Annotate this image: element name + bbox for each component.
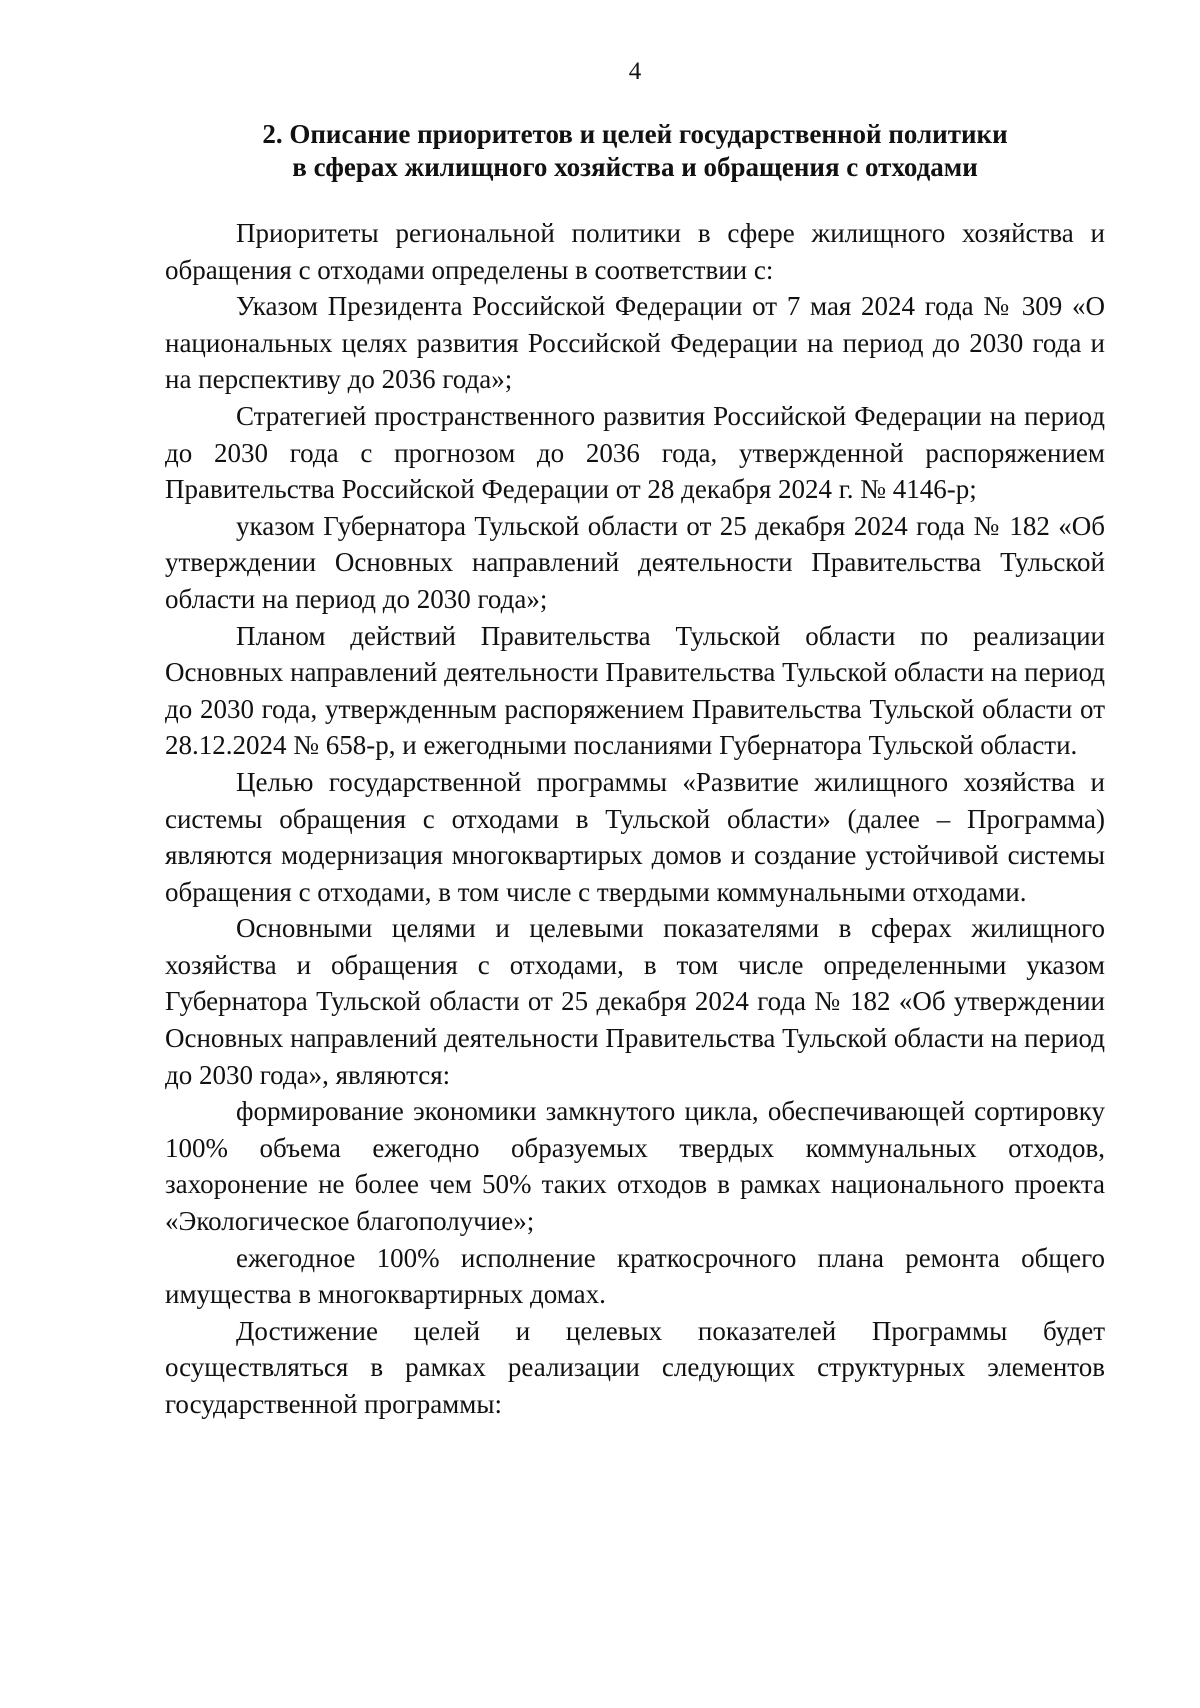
section-heading-line-2: в сферах жилищного хозяйства и обращения с отходами	[292, 152, 978, 182]
paragraph-circular-economy: формирование экономики замкнутого цикла, обеспечивающей сортировку 100% объема ежегодно образуемых твердых коммунальных отходов, захоронение не более чем 50% таких отходов в рамках национального проекта «Экологическое благополучие»;	[165, 1096, 1105, 1237]
paragraph-main-goals: Основными целями и целевыми показателями в сферах жилищного хозяйства и обращения с отходами, в том числе определенными указом Губернатора Тульской области от 25 декабря 2024 года № 182 «Об утверждении Основных направлений деятельности Правительства Тульской области на период до 2030 года», являются:	[165, 913, 1105, 1090]
document-body	[165, 215, 1105, 1423]
section-heading-line-1: 2. Описание приоритетов и целей государственной политики	[262, 119, 1008, 149]
section-heading	[165, 118, 1105, 184]
paragraph-action-plan: Планом действий Правительства Тульской области по реализации Основных направлений деятельности Правительства Тульской области на период до 2030 года, утвержденным распоряжением Правительства Тульской области от 28.12.2024 № 658-р, и ежегодными посланиями Губернатора Тульской области.	[165, 620, 1105, 761]
paragraph-program-goal: Целью государственной программы «Развитие жилищного хозяйства и системы обращения с отходами в Тульской области» (далее – Программа) являются модернизация многоквартирых домов и создание устойчивой системы обращения с отходами, в том числе с твердыми коммунальными отходами.	[165, 766, 1105, 907]
paragraph-structural-elements: Достижение целей и целевых показателей Программы будет осуществляться в рамках реализации следующих структурных элементов государственной программы:	[165, 1315, 1105, 1419]
page-number: 4	[628, 58, 642, 85]
paragraph-repair-plan: ежегодное 100% исполнение краткосрочного плана ремонта общего имущества в многоквартирных домах.	[165, 1242, 1105, 1310]
paragraph-presidential-decree: Указом Президента Российской Федерации от 7 мая 2024 года № 309 «О национальных целях развития Российской Федерации на период до 2030 года и на перспективу до 2036 года»;	[165, 291, 1105, 395]
paragraph-governor-decree: указом Губернатора Тульской области от 25 декабря 2024 года № 182 «Об утверждении Основных направлений деятельности Правительства Тульской области на период до 2030 года»;	[165, 510, 1105, 614]
paragraph-priorities-intro: Приоритеты региональной политики в сфере жилищного хозяйства и обращения с отходами определены в соответствии с:	[165, 218, 1105, 285]
paragraph-spatial-strategy: Стратегией пространственного развития Российской Федерации на период до 2030 года с прогнозом до 2036 года, утвержденной распоряжением Правительства Российской Федерации от 28 декабря 2024 г. № 4146-р;	[165, 400, 1105, 505]
